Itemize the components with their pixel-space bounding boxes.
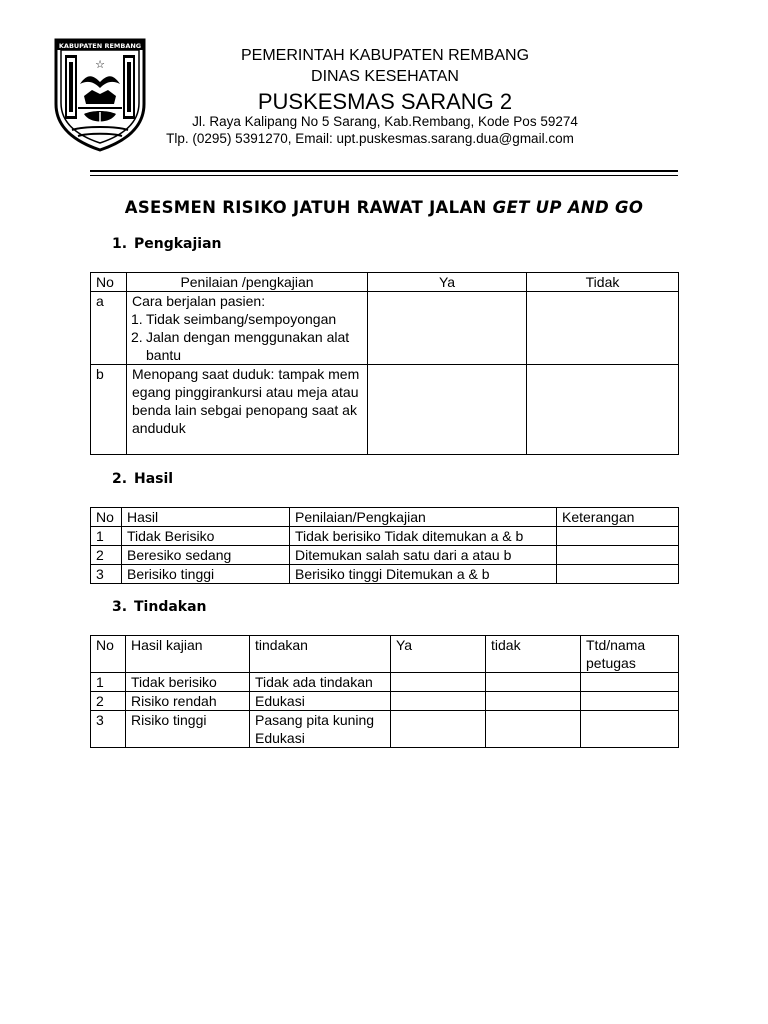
column-header: Keterangan — [557, 508, 679, 527]
table-header-row — [91, 636, 679, 673]
section-heading-tindakan: 3. Tindakan — [112, 599, 207, 615]
tidak-cell[interactable] — [486, 711, 581, 748]
table-cell: Beresiko sedang — [122, 546, 290, 565]
table-cell: Berisiko tinggi — [122, 565, 290, 584]
document-title — [90, 198, 678, 217]
table-row — [91, 711, 679, 748]
list-item: 2. Jalan dengan menggunakan alat bantu — [131, 329, 350, 363]
keterangan-cell[interactable] — [557, 546, 679, 565]
criteria-intro: Cara berjalan pasien: — [132, 293, 266, 309]
letterhead-divider-thin — [90, 175, 678, 176]
column-header: Tidak — [527, 273, 679, 292]
ya-cell[interactable] — [368, 292, 527, 365]
column-header: Penilaian /pengkajian — [127, 273, 368, 292]
section-heading-hasil: 2. Hasil — [112, 471, 174, 487]
table-cell: Tidak berisiko Tidak ditemukan a & b — [290, 527, 557, 546]
table-row — [91, 292, 679, 365]
keterangan-cell[interactable] — [557, 565, 679, 584]
document-title-emphasis: GET UP AND GO — [492, 198, 644, 217]
column-header: Ya — [391, 636, 486, 673]
table-cell: 3 — [91, 711, 126, 748]
table-row — [91, 546, 679, 565]
column-header: Penilaian/Pengkajian — [290, 508, 557, 527]
agency-name: DINAS KESEHATAN — [311, 68, 459, 85]
document-title-main: ASESMEN RISIKO JATUH RAWAT JALAN — [124, 198, 493, 217]
table-header-row — [91, 273, 679, 292]
column-header: No — [91, 636, 126, 673]
tidak-cell[interactable] — [486, 692, 581, 711]
table-cell: 2 — [91, 546, 122, 565]
clinic-contact: Tlp. (0295) 5391270, Email: upt.puskesmas.sarang.dua@gmail.com — [166, 131, 574, 146]
table-row — [91, 365, 679, 455]
column-header: No — [91, 273, 127, 292]
signature-cell[interactable] — [581, 692, 679, 711]
crest-banner-text: KABUPATEN REMBANG — [58, 42, 142, 50]
svg-text:☆: ☆ — [95, 59, 105, 71]
government-name: PEMERINTAH KABUPATEN REMBANG — [240, 47, 530, 64]
column-header: Ya — [368, 273, 527, 292]
tidak-cell[interactable] — [486, 673, 581, 692]
column-header: tidak — [486, 636, 581, 673]
table-cell: Pasang pita kuning Edukasi — [250, 711, 391, 748]
signature-cell[interactable] — [581, 711, 679, 748]
table-row — [91, 692, 679, 711]
column-header: Ttd/nama petugas — [581, 636, 679, 673]
row-number: a — [91, 292, 127, 365]
column-header: Hasil kajian — [126, 636, 250, 673]
list-item: 1. Tidak seimbang/sempoyongan — [131, 311, 337, 327]
ya-cell[interactable] — [391, 692, 486, 711]
table-header-row — [91, 508, 679, 527]
pengkajian-table — [90, 272, 679, 455]
table-cell: 2 — [91, 692, 126, 711]
column-header: tindakan — [250, 636, 391, 673]
table-cell: Risiko tinggi — [126, 711, 250, 748]
clinic-address: Jl. Raya Kalipang No 5 Sarang, Kab.Rembang, Kode Pos 59274 — [192, 114, 578, 129]
assessment-criteria: Menopang saat duduk: tampak memegang pinggirankursi atau meja atau benda lain sebgai penopang saat akanduduk — [127, 365, 368, 455]
tindakan-table — [90, 635, 679, 748]
ya-cell[interactable] — [391, 673, 486, 692]
table-cell: 1 — [91, 673, 126, 692]
tidak-cell[interactable] — [527, 365, 679, 455]
column-header: Hasil — [122, 508, 290, 527]
signature-cell[interactable] — [581, 673, 679, 692]
criteria-list — [132, 310, 362, 364]
tidak-cell[interactable] — [527, 292, 679, 365]
table-cell: 1 — [91, 527, 122, 546]
table-cell: Tidak Berisiko — [122, 527, 290, 546]
keterangan-cell[interactable] — [557, 527, 679, 546]
ya-cell[interactable] — [391, 711, 486, 748]
table-cell: Ditemukan salah satu dari a atau b — [290, 546, 557, 565]
section-heading-pengkajian: 1. Pengkajian — [112, 236, 222, 252]
letterhead-divider-thick — [90, 170, 678, 172]
table-row — [91, 565, 679, 584]
table-cell: Edukasi — [250, 692, 391, 711]
clinic-name: PUSKESMAS SARANG 2 — [257, 89, 513, 114]
table-cell: Tidak berisiko — [126, 673, 250, 692]
table-cell: Risiko rendah — [126, 692, 250, 711]
assessment-criteria — [127, 292, 368, 365]
table-row — [91, 527, 679, 546]
ya-cell[interactable] — [368, 365, 527, 455]
column-header: No — [91, 508, 122, 527]
hasil-table — [90, 507, 679, 584]
table-row — [91, 673, 679, 692]
table-cell: Tidak ada tindakan — [250, 673, 391, 692]
row-number: b — [91, 365, 127, 455]
table-cell: 3 — [91, 565, 122, 584]
table-cell: Berisiko tinggi Ditemukan a & b — [290, 565, 557, 584]
